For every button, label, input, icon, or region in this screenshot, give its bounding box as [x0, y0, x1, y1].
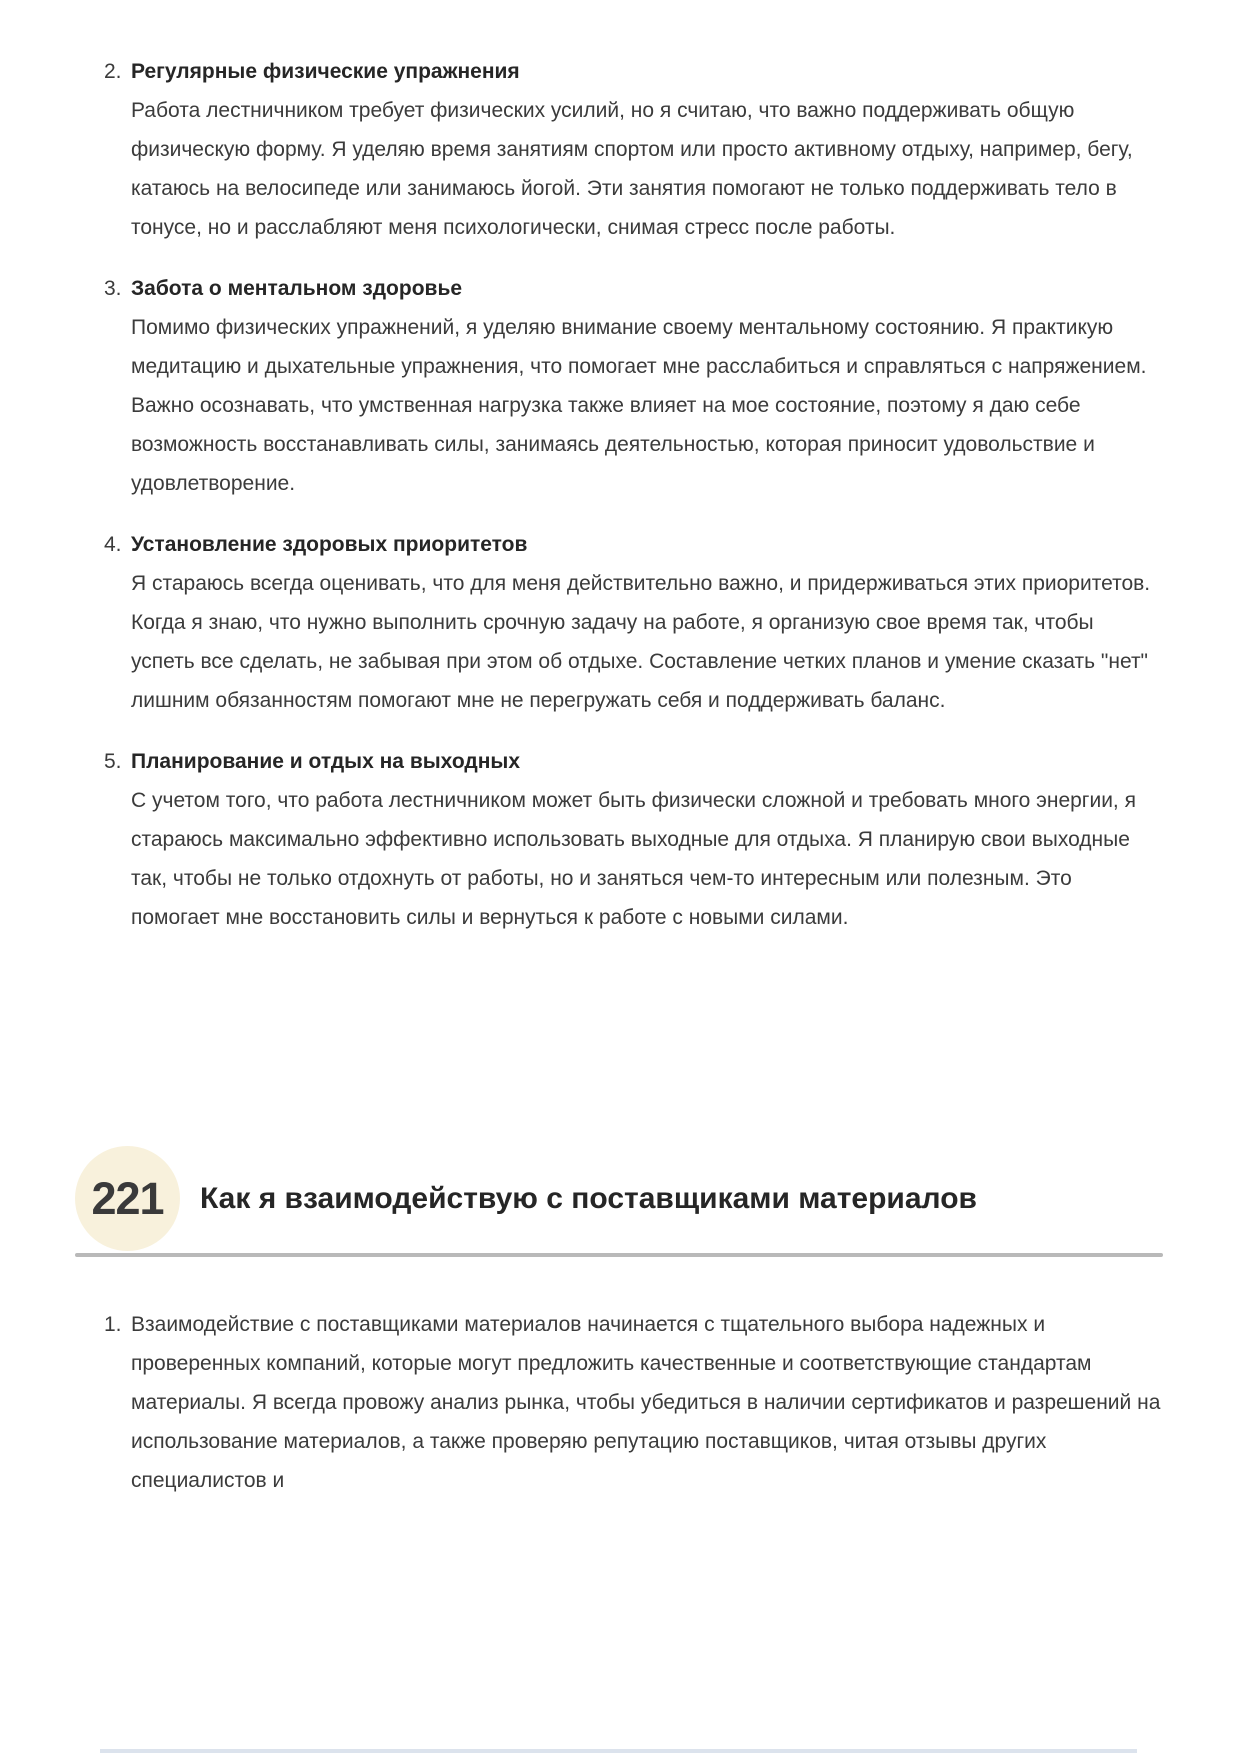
list-item-title: Планирование и отдых на выходных: [131, 750, 520, 773]
list-item-content: [131, 1305, 1163, 1500]
section-number-badge: [75, 1146, 180, 1251]
list-item-title: Забота о ментальном здоровье: [131, 277, 463, 300]
list-item-number: 2.: [104, 60, 122, 83]
section-header: [75, 1146, 1163, 1251]
list-item: [104, 52, 1163, 247]
list-item-number: 5.: [104, 750, 122, 773]
list-item-text: Я стараюсь всегда оценивать, что для меня действительно важно, и придерживаться этих приоритетов. Когда я знаю, что нужно выполнить срочную задачу на работе, я организую свое время так, чтобы успеть все сделать, не забывая при этом об отдыхе. Составление четких планов и умение сказать "нет" лишним обязанностям помогают мне не перегружать себя и поддерживать баланс.: [131, 572, 1151, 712]
section-title: Как я взаимодействую с поставщиками материалов: [200, 1181, 977, 1215]
list-item-content: [131, 742, 1163, 937]
list-item: [104, 742, 1163, 937]
list-item: [104, 1305, 1163, 1500]
list-item-text: Работа лестничником требует физических усилий, но я считаю, что важно поддерживать общую физическую форму. Я уделяю время занятиям спортом или просто активному отдыху, например, бегу, катаюсь на велосипеде или занимаюсь йогой. Эти занятия помогают не только поддерживать тело в тонусе, но и расслабляют меня психологически, снимая стресс после работы.: [131, 99, 1133, 239]
list-item-content: [131, 269, 1163, 503]
list-item-number: 1.: [104, 1313, 122, 1336]
list-item-text: Помимо физических упражнений, я уделяю внимание своему ментальному состоянию. Я практикую медитацию и дыхательные упражнения, что помогает мне расслабиться и справляться с напряжением. Важно осознавать, что умственная нагрузка также влияет на мое состояние, поэтому я даю себе возможность восстанавливать силы, занимаясь деятельностью, которая приносит удовольствие и удовлетворение.: [131, 316, 1147, 495]
list-item-title: Регулярные физические упражнения: [131, 60, 520, 83]
section-number: 221: [91, 1172, 164, 1224]
list-item-number: 3.: [104, 277, 122, 300]
list-item-text: Взаимодействие с поставщиками материалов начинается с тщательного выбора надежных и проверенных компаний, которые могут предложить качественные и соответствующие стандартам материалы. Я всегда провожу анализ рынка, чтобы убедиться в наличии сертификатов и разрешений на использование материалов, а также проверяю репутацию поставщиков, читая отзывы других специалистов и: [131, 1313, 1161, 1492]
numbered-list-top: [104, 52, 1163, 937]
list-item: [104, 525, 1163, 720]
numbered-list-bottom: [104, 1305, 1163, 1500]
list-item-content: [131, 525, 1163, 720]
list-item-title: Установление здоровых приоритетов: [131, 533, 528, 556]
list-item-text: С учетом того, что работа лестничником может быть физически сложной и требовать много энергии, я стараюсь максимально эффективно использовать выходные для отдыха. Я планирую свои выходные так, чтобы не только отдохнуть от работы, но и заняться чем-то интересным или полезным. Это помогает мне восстановить силы и вернуться к работе с новыми силами.: [131, 789, 1136, 929]
list-item-number: 4.: [104, 533, 122, 556]
section-divider: [75, 1253, 1163, 1257]
list-item: [104, 269, 1163, 503]
list-item-content: [131, 52, 1163, 247]
next-block-top-edge: [100, 1749, 1137, 1753]
